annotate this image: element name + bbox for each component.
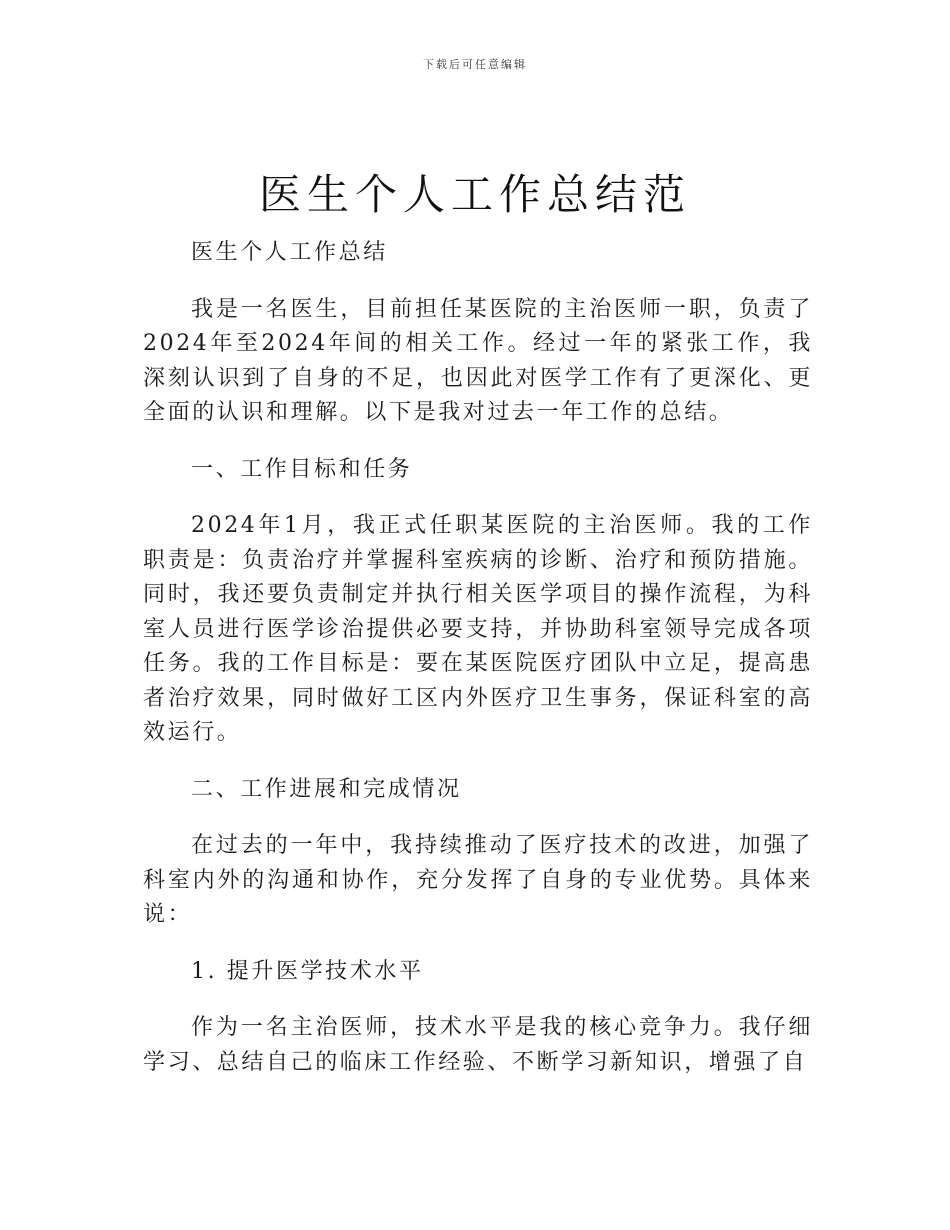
goals-paragraph: 2024年1月，我正式任职某医院的主治医师。我的工作职责是：负责治疗并掌握科室疾病的诊断、治疗和预防措施。同时，我还要负责制定并执行相关医学项目的操作流程，为科室人员进行医学诊治提供必要支持，并协助科室领导完成各项任务。我的工作目标是：要在某医院医疗团队中立足，提高患者治疗效果，同时做好工区内外医疗卫生事务，保证科室的高效运行。 [143,513,813,745]
subsection-heading-skills: 1. 提升医学技术水平 [191,958,424,984]
intro-paragraph: 我是一名医生，目前担任某医院的主治医师一职，负责了2024年至2024年间的相关工作。经过一年的紧张工作，我深刻认识到了自身的不足，也因此对医学工作有了更深化、更全面的认识和理解。以下是我对过去一年工作的总结。 [143,296,813,425]
section-heading-progress: 二、工作进展和完成情况 [191,776,462,802]
subtitle-paragraph: 医生个人工作总结 [191,240,388,265]
skills-paragraph: 作为一名主治医师，技术水平是我的核心竞争力。我仔细学习、总结自己的临床工作经验、不断学习新知识，增强了自 [143,1015,813,1075]
document-title: 医生个人工作总结范 [258,170,691,219]
progress-paragraph: 在过去的一年中，我持续推动了医疗技术的改进，加强了科室内外的沟通和协作，充分发挥了自身的专业优势。具体来说： [143,833,813,927]
section-heading-goals: 一、工作目标和任务 [191,456,413,482]
page-header-note: 下载后可任意编辑 [423,58,527,71]
document-body [143,236,813,1102]
